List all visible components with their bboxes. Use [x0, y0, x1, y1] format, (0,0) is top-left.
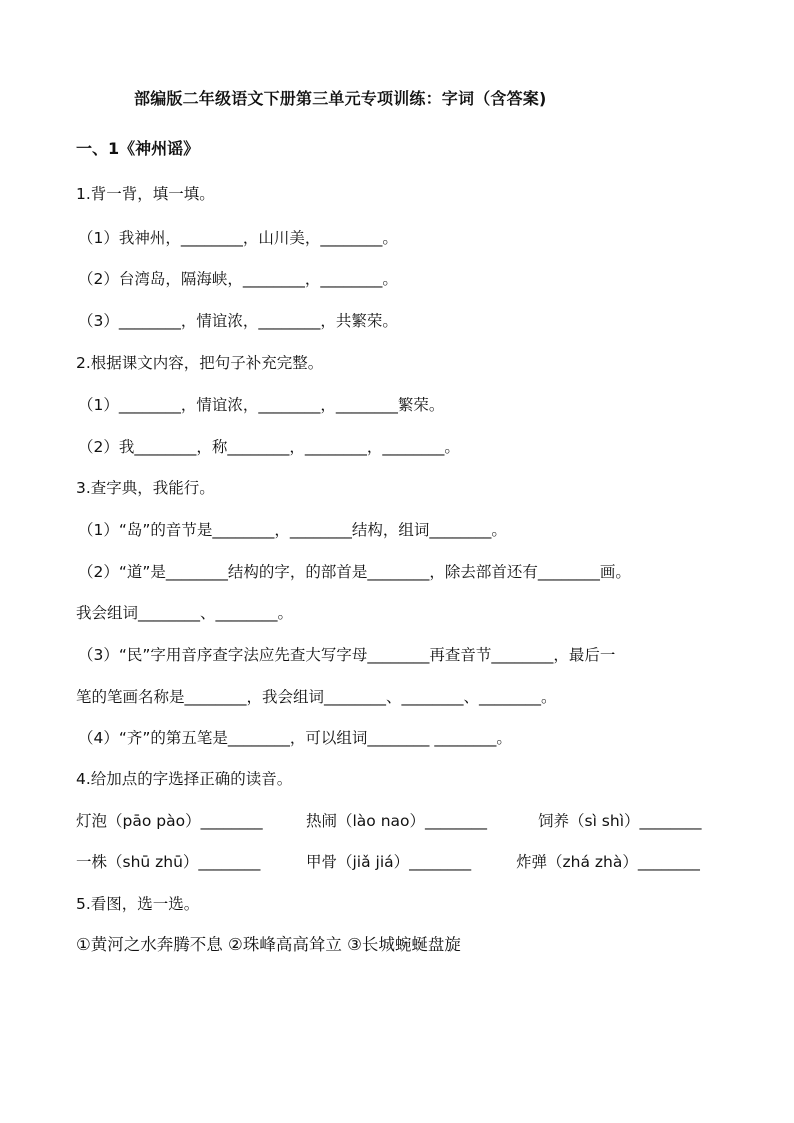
question-4-option-1: 灯泡（pāo pào）________ — [76, 812, 263, 830]
question-1-item-1: （1）我神州，________，山川美，________。 — [78, 229, 398, 247]
question-3-item-2-cont: 我会组词________、________。 — [76, 604, 294, 622]
question-3-prompt: 3.查字典，我能行。 — [76, 479, 215, 497]
question-3-item-2: （2）“道”是________结构的字，的部首是________，除去部首还有________画。 — [78, 563, 631, 581]
question-4-option-5: 甲骨（jiǎ jiá）________ — [306, 853, 472, 871]
question-4-option-4: 一株（shū zhū）________ — [76, 853, 261, 871]
question-5-options: ①黄河之水奔腾不息 ②珠峰高高耸立 ③长城蜿蜒盘旋 — [76, 935, 461, 954]
question-1-prompt: 1.背一背，填一填。 — [76, 185, 215, 203]
question-3-item-3-cont: 笔的笔画名称是________，我会组词________、________、________。 — [76, 688, 557, 706]
question-2-item-2: （2）我________，称________，________，________。 — [78, 438, 460, 456]
question-1-item-3: （3）________，情谊浓，________，共繁荣。 — [78, 312, 398, 330]
question-1-item-2: （2）台湾岛，隔海峡，________，________。 — [78, 270, 398, 288]
question-2-prompt: 2.根据课文内容，把句子补充完整。 — [76, 354, 324, 372]
question-3-item-4: （4）“齐”的第五笔是________，可以组词________ ________。 — [78, 729, 512, 747]
question-5-prompt: 5.看图，选一选。 — [76, 895, 200, 913]
question-4-option-2: 热闹（lào nao）________ — [306, 812, 488, 830]
question-2-item-1: （1）________，情谊浓，________，________繁荣。 — [78, 396, 445, 414]
section-heading: 一、1《神州谣》 — [76, 139, 200, 158]
question-3-item-1: （1）“岛”的音节是________，________结构，组词________。 — [78, 521, 507, 539]
question-4-option-6: 炸弹（zhá zhà）________ — [516, 853, 700, 871]
question-3-item-3: （3）“民”字用音序查字法应先查大写字母________再查音节________，最后一 — [78, 646, 616, 664]
question-4-prompt: 4.给加点的字选择正确的读音。 — [76, 770, 293, 788]
question-4-option-3: 饲养（sì shì）________ — [538, 812, 702, 830]
page-title: 部编版二年级语文下册第三单元专项训练：字词（含答案) — [134, 89, 547, 108]
